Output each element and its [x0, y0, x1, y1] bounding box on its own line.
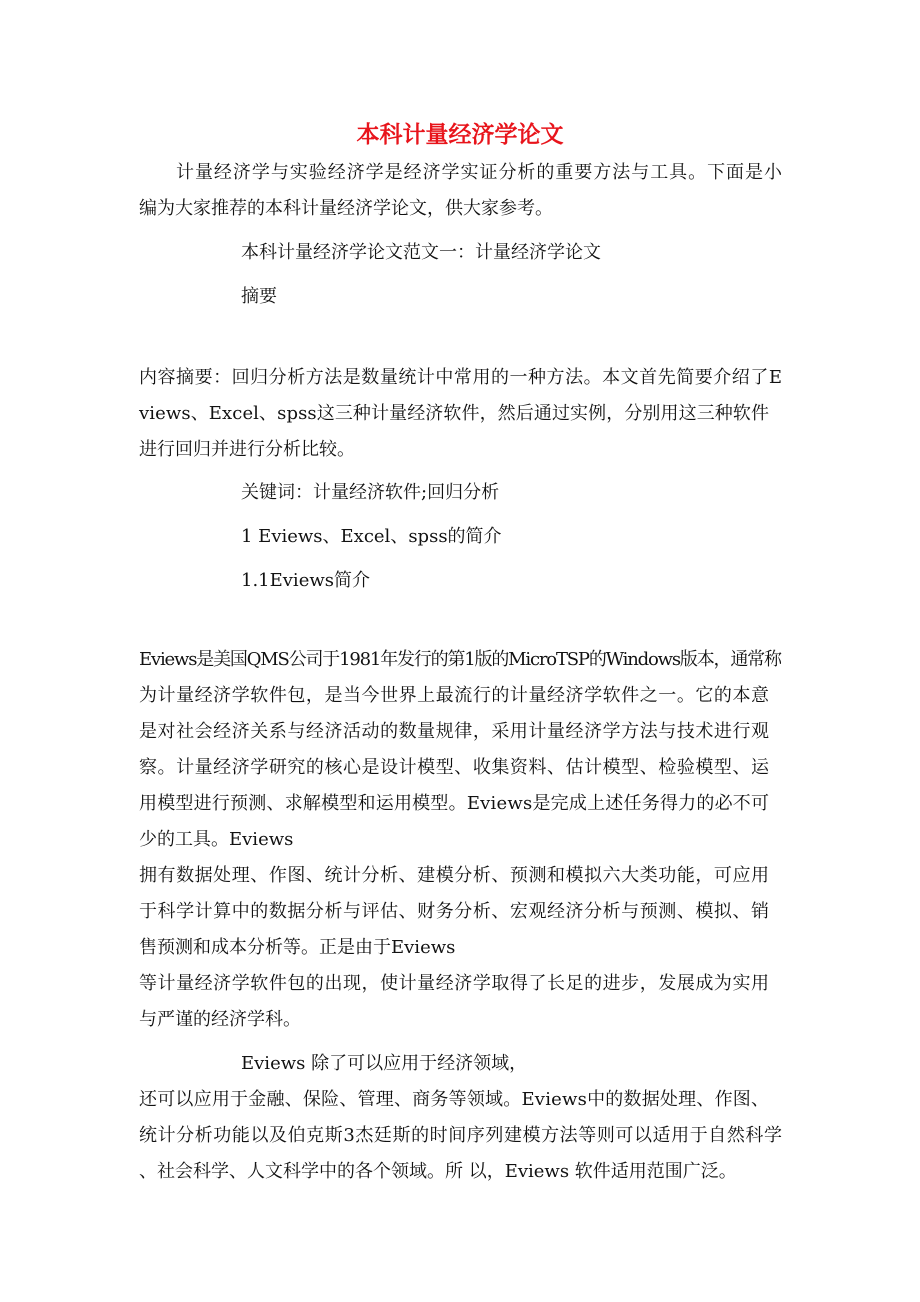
- text-line: 等计量经济学软件包的出现，使计量经济学取得了长足的进步，发展成为实用: [139, 973, 770, 994]
- text-line: 用模型进行预测、求解模型和运用模型。Eviews是完成上述任务得力的必不可: [139, 793, 770, 814]
- text-line: 为计量经济学软件包，是当今世界上最流行的计量经济学软件之一。它的本意: [139, 685, 770, 706]
- text-line: 少的工具。Eviews: [139, 829, 294, 850]
- text-line: views、Excel、spss这三种计量经济软件，然后通过实例，分别用这三种软件: [139, 403, 770, 424]
- text-line: 计量经济学与实验经济学是经济学实证分析的重要方法与工具。下面是小: [176, 162, 783, 183]
- text-line: 1.1Eviews简介: [241, 570, 370, 591]
- text-line: 本科计量经济学论文范文一：计量经济学论文: [241, 242, 601, 263]
- text-line: Eviews 除了可以应用于经济领域，: [241, 1053, 528, 1074]
- document-title: 本科计量经济学论文: [356, 122, 564, 148]
- text-line: 还可以应用于金融、保险、管理、商务等领域。Eviews中的数据处理、作图、: [139, 1089, 770, 1110]
- text-line: 售预测和成本分析等。正是由于Eviews: [139, 937, 456, 958]
- text-line: 摘要: [241, 286, 277, 307]
- text-line: 编为大家推荐的本科计量经济学论文，供大家参考。: [139, 198, 553, 219]
- text-line: 是对社会经济关系与经济活动的数量规律，采用计量经济学方法与技术进行观: [139, 721, 770, 742]
- text-line: 察。计量经济学研究的核心是设计模型、收集资料、估计模型、检验模型、运: [139, 757, 770, 778]
- text-line: 关键词：计量经济软件;回归分析: [241, 482, 500, 503]
- text-line: 1 Eviews、Excel、spss的简介: [241, 526, 502, 547]
- text-line: 拥有数据处理、作图、统计分析、建模分析、预测和模拟六大类功能，可应用: [139, 865, 770, 886]
- text-line: 于科学计算中的数据分析与评估、财务分析、宏观经济分析与预测、模拟、销: [139, 901, 770, 922]
- text-line: 进行回归并进行分析比较。: [139, 439, 355, 460]
- text-line: 与严谨的经济学科。: [139, 1009, 301, 1030]
- text-line: 统计分析功能以及伯克斯3杰廷斯的时间序列建模方法等则可以适用于自然科学: [139, 1125, 783, 1146]
- text-line: 、社会科学、人文科学中的各个领域。所 以，Eviews 软件适用范围广泛。: [139, 1161, 737, 1182]
- text-line: Eviews是美国QMS公司于1981年发行的第1版的MicroTSP的Windows版本，通常称: [139, 649, 781, 670]
- text-line: 内容摘要：回归分析方法是数量统计中常用的一种方法。本文首先简要介绍了E: [139, 367, 783, 388]
